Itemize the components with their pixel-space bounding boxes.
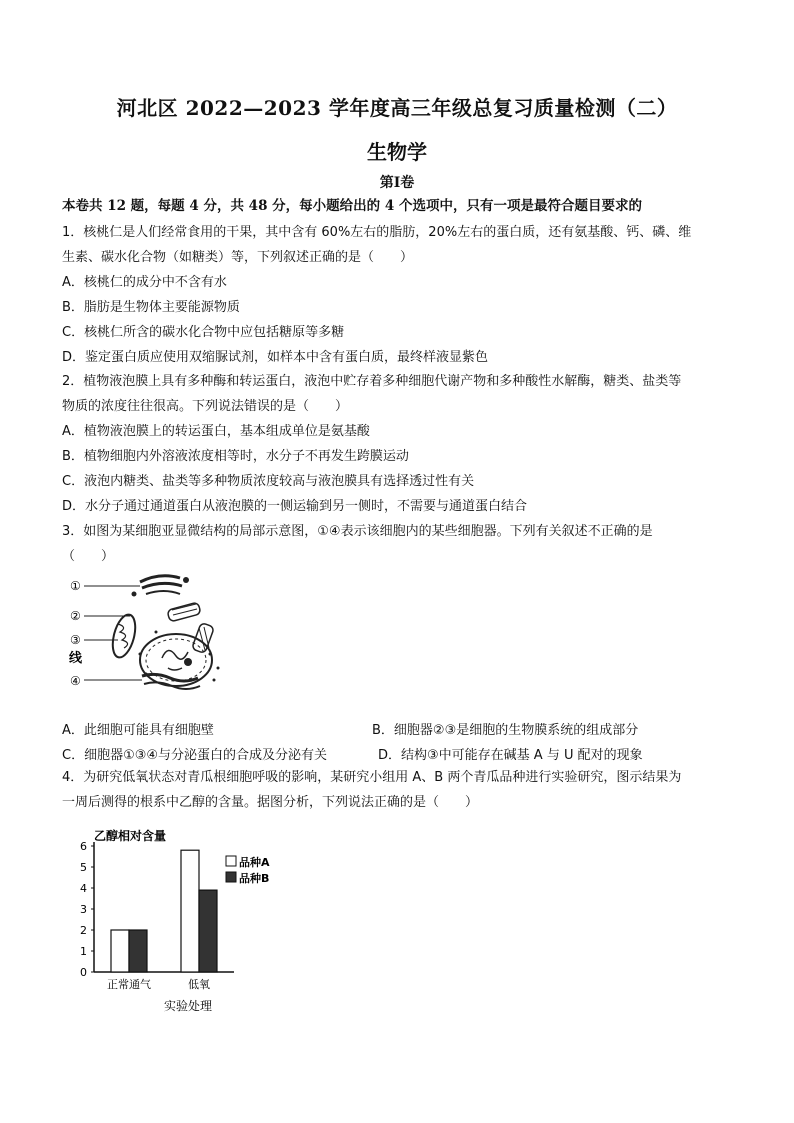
ethanol-bar-chart [66,826,296,1016]
q2-option-d: D．水分子通过通道蛋白从液泡膜的一侧运输到另一侧时，不需要与通道蛋白结合 [62,499,528,514]
q1-option-d: D．鉴定蛋白质应使用双缩脲试剂，如样本中含有蛋白质，最终样液显紫色 [62,350,489,365]
y-tick-label: 4 [80,882,87,895]
q2-option-c: C．液泡内糖类、盐类等多种物质浓度较高与液泡膜具有选择透过性有关 [62,474,475,489]
y-tick-label: 5 [80,861,87,874]
q2-option-b: B．植物细胞内外溶液浓度相等时，水分子不再发生跨膜运动 [62,449,409,464]
y-tick-label: 0 [80,966,87,979]
q3-option-c: C．细胞器①③④与分泌蛋白的合成及分泌有关 [62,748,328,763]
q4-stem-line2: 一周后测得的根系中乙醇的含量。据图分析，下列说法正确的是（ ） [62,795,479,810]
q3-stem-line2: （ ） [62,549,115,564]
label-3: ③ [70,633,81,647]
legend-label: 品种B [239,872,270,885]
q2-option-a: A．植物液泡膜上的转运蛋白，基本组成单位是氨基酸 [62,424,370,439]
q3-option-b: B．细胞器②③是细胞的生物膜系统的组成部分 [372,723,639,738]
label-4: ④ [70,674,81,688]
legend-swatch [226,872,236,882]
q2-stem-line2: 物质的浓度往往很高。下列说法错误的是（ ） [62,399,349,414]
x-tick-label: 正常通气 [107,978,151,991]
y-tick-label: 2 [80,924,87,937]
legend-swatch [226,856,236,866]
label-1: ① [70,579,81,593]
q1-option-a: A．核桃仁的成分中不含有水 [62,275,227,290]
y-tick-label: 1 [80,945,87,958]
y-tick-label: 6 [80,840,87,853]
q4-stem-line1: 4．为研究低氧状态对青瓜根细胞呼吸的影响，某研究小组用 A、B 两个青瓜品种进行实验研究，图示结果为 [62,770,682,785]
bar-a [111,930,129,972]
x-tick-label: 低氧 [188,978,210,991]
legend-label: 品种A [239,856,270,869]
q3-stem-line1: 3．如图为某细胞亚显微结构的局部示意图，①④表示该细胞内的某些细胞器。下列有关叙述不正确的是 [62,524,653,539]
cell-diagram [68,572,238,700]
q3-option-d: D．结构③中可能存在碱基 A 与 U 配对的现象 [378,748,643,763]
q1-option-c: C．核桃仁所含的碳水化合物中应包括糖原等多糖 [62,325,345,340]
q2-stem-line1: 2．植物液泡膜上具有多种酶和转运蛋白，液泡中贮存着多种细胞代谢产物和多种酸性水解酶，糖类、盐类等 [62,374,682,389]
instructions: 本卷共 12 题，每题 4 分，共 48 分，每小题给出的 4 个选项中，只有一项是最符合题目要求的 [62,198,642,214]
y-tick-label: 3 [80,903,87,916]
bar-b [129,930,147,972]
q3-option-a: A．此细胞可能具有细胞壁 [62,723,214,738]
bar-a [181,850,199,972]
exam-title: 河北区 2022—2023 学年度高三年级总复习质量检测（二） [116,96,678,120]
bar-b [199,890,217,972]
q1-stem-line2: 生素、碳水化合物（如糖类）等，下列叙述正确的是（ ） [62,250,414,265]
q1-stem-line1: 1．核桃仁是人们经常食用的干果，其中含有 60%左右的脂肪，20%左右的蛋白质，还有氨基酸、钙、磷、维 [62,225,692,240]
label-2: ② [70,609,81,623]
subject-title: 生物学 [367,140,427,164]
x-axis-label: 实验处理 [164,999,213,1013]
q1-option-b: B．脂肪是生物体主要能源物质 [62,300,240,315]
side-mark: 线 [69,651,83,666]
y-axis-label: 乙醇相对含量 [94,829,167,843]
volume-label: 第Ⅰ卷 [379,175,415,191]
